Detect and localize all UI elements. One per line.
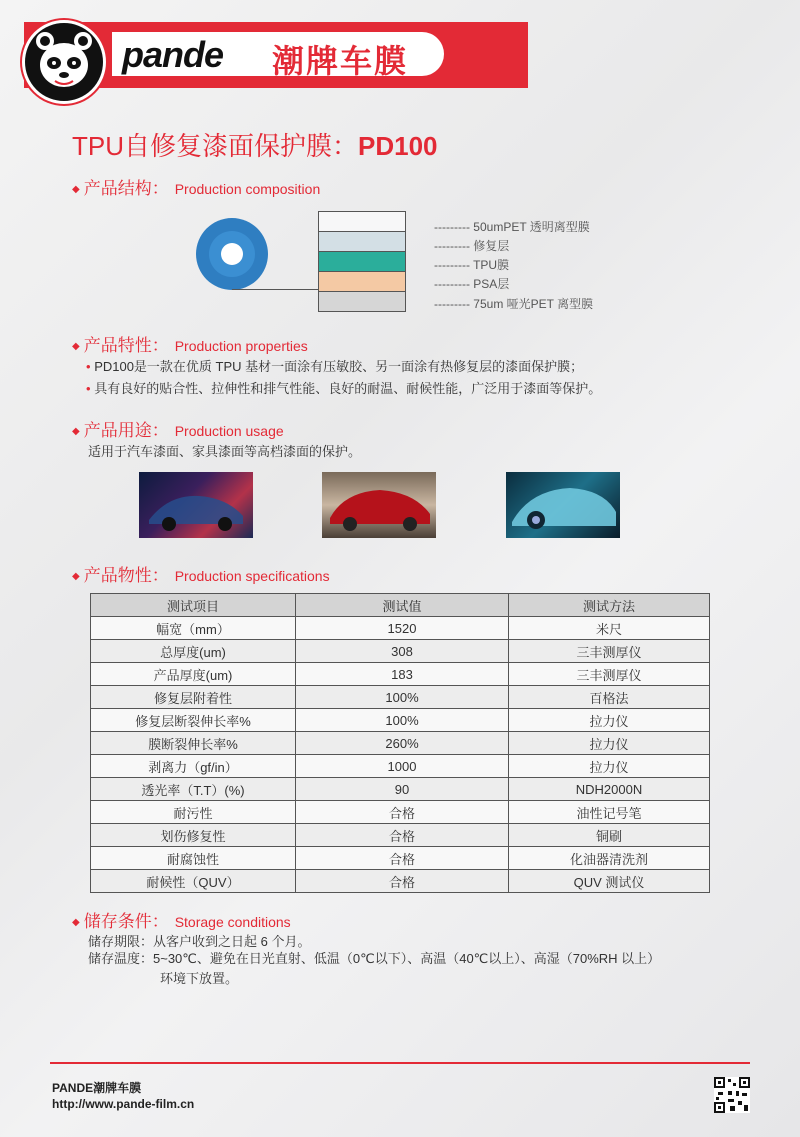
cell-method: 三丰测厚仪 <box>509 640 710 663</box>
cell-method: 拉力仪 <box>509 732 710 755</box>
footer-divider <box>50 1062 750 1064</box>
cell-item: 耐污性 <box>91 801 296 824</box>
panda-logo-icon <box>22 20 106 104</box>
property-item <box>86 378 601 397</box>
section-composition-heading <box>72 174 320 199</box>
table-row <box>91 617 710 640</box>
specs-table <box>90 593 710 893</box>
cell-method: 拉力仪 <box>509 709 710 732</box>
cell-item: 耐腐蚀性 <box>91 847 296 870</box>
heading-en: Production composition <box>174 181 321 197</box>
bullet-icon: ◆ <box>72 184 80 196</box>
table-row <box>91 686 710 709</box>
table-row <box>91 732 710 755</box>
cell-method: 百格法 <box>509 686 710 709</box>
storage-period: 储存期限：从客户收到之日起 6 个月。 <box>88 934 311 949</box>
cell-value: 1000 <box>296 755 509 778</box>
layer-label-tpu: --------- TPU膜 <box>434 258 510 272</box>
table-row <box>91 755 710 778</box>
section-usage-heading <box>72 416 284 441</box>
bullet-dot-icon: • <box>86 381 91 396</box>
footer-url[interactable]: http://www.pande-film.cn <box>52 1097 195 1111</box>
section-specs-heading <box>72 561 330 586</box>
brand-chinese: 潮牌车膜 <box>272 43 409 79</box>
col-header: 测试值 <box>296 594 509 617</box>
layer-label-pet: --------- 50umPET 透明离型膜 <box>434 220 590 234</box>
bullet-icon: ◆ <box>72 426 80 438</box>
heading-en: Production usage <box>174 423 284 439</box>
table-row <box>91 801 710 824</box>
heading-cn: 产品用途： <box>83 421 169 440</box>
layer-tpu <box>318 252 406 272</box>
layer-repair <box>318 232 406 252</box>
cell-method: 三丰测厚仪 <box>509 663 710 686</box>
title-prefix: TPU自修复漆面保护膜： <box>72 131 359 161</box>
cell-item: 划伤修复性 <box>91 824 296 847</box>
table-row <box>91 640 710 663</box>
bullet-icon: ◆ <box>72 917 80 929</box>
cell-item: 透光率（T.T）(%) <box>91 778 296 801</box>
car-image-3 <box>506 472 620 538</box>
table-row <box>91 709 710 732</box>
layer-stack <box>318 211 406 312</box>
layer-label-psa: --------- PSA层 <box>434 277 510 291</box>
car-image-2 <box>322 472 436 538</box>
roll-connector-line <box>232 289 322 290</box>
table-row <box>91 778 710 801</box>
film-roll-icon <box>196 216 276 296</box>
table-header-row <box>91 594 710 617</box>
property-item <box>86 356 583 375</box>
table-row <box>91 824 710 847</box>
col-header: 测试方法 <box>509 594 710 617</box>
cell-method: 拉力仪 <box>509 755 710 778</box>
cell-item: 剥离力（gf/in） <box>91 755 296 778</box>
heading-en: Production specifications <box>174 568 330 584</box>
layer-psa <box>318 272 406 292</box>
cell-value: 90 <box>296 778 509 801</box>
cell-value: 183 <box>296 663 509 686</box>
cell-method: 铜刷 <box>509 824 710 847</box>
title-model: PD100 <box>358 131 438 161</box>
cell-value: 260% <box>296 732 509 755</box>
bullet-dot-icon: • <box>86 359 91 374</box>
cell-value: 合格 <box>296 870 509 893</box>
property-text: 具有良好的贴合性、拉伸性和排气性能、良好的耐温、耐候性能，广泛用于漆面等保护。 <box>94 381 602 396</box>
cell-item: 产品厚度(um) <box>91 663 296 686</box>
cell-method: QUV 测试仪 <box>509 870 710 893</box>
section-properties-heading <box>72 331 308 356</box>
storage-temp: 储存温度：5~30℃、避免在日光直射、低温（0℃以下）、高温（40℃以上）、高湿（70%RH 以上） <box>88 951 661 966</box>
property-text: PD100是一款在优质 TPU 基材一面涂有压敏胶、另一面涂有热修复层的漆面保护膜； <box>94 359 584 374</box>
heading-cn: 产品结构： <box>83 179 169 198</box>
heading-cn: 储存条件： <box>83 912 169 931</box>
col-header: 测试项目 <box>91 594 296 617</box>
cell-value: 合格 <box>296 824 509 847</box>
table-row <box>91 870 710 893</box>
cell-value: 100% <box>296 686 509 709</box>
cell-value: 308 <box>296 640 509 663</box>
cell-method: 油性记号笔 <box>509 801 710 824</box>
cell-item: 修复层附着性 <box>91 686 296 709</box>
layer-label-repair: --------- 修复层 <box>434 239 510 253</box>
table-row <box>91 663 710 686</box>
page-title <box>72 126 438 163</box>
storage-temp-cont: 环境下放置。 <box>160 971 239 986</box>
section-storage-heading <box>72 907 291 932</box>
cell-value: 100% <box>296 709 509 732</box>
table-row <box>91 847 710 870</box>
cell-method: NDH2000N <box>509 778 710 801</box>
cell-item: 耐候性（QUV） <box>91 870 296 893</box>
bullet-icon: ◆ <box>72 571 80 583</box>
cell-value: 1520 <box>296 617 509 640</box>
heading-cn: 产品物性： <box>83 566 169 585</box>
cell-item: 修复层断裂伸长率% <box>91 709 296 732</box>
cell-method: 米尺 <box>509 617 710 640</box>
heading-cn: 产品特性： <box>83 336 169 355</box>
layer-matte-pet <box>318 292 406 312</box>
cell-value: 合格 <box>296 847 509 870</box>
brand-wordmark: pande <box>122 34 224 75</box>
cell-method: 化油器清洗剂 <box>509 847 710 870</box>
heading-en: Production properties <box>174 338 308 354</box>
footer-company: PANDE潮牌车膜 <box>52 1081 142 1095</box>
layer-pet <box>318 211 406 232</box>
layer-label-matte-pet: --------- 75um 哑光PET 离型膜 <box>434 297 594 311</box>
car-image-1 <box>139 472 253 538</box>
bullet-icon: ◆ <box>72 341 80 353</box>
cell-item: 膜断裂伸长率% <box>91 732 296 755</box>
cell-value: 合格 <box>296 801 509 824</box>
qr-code-icon <box>714 1077 750 1113</box>
cell-item: 总厚度(um) <box>91 640 296 663</box>
cell-item: 幅宽（mm） <box>91 617 296 640</box>
heading-en: Storage conditions <box>174 914 291 930</box>
usage-text: 适用于汽车漆面、家具漆面等高档漆面的保护。 <box>88 444 362 459</box>
